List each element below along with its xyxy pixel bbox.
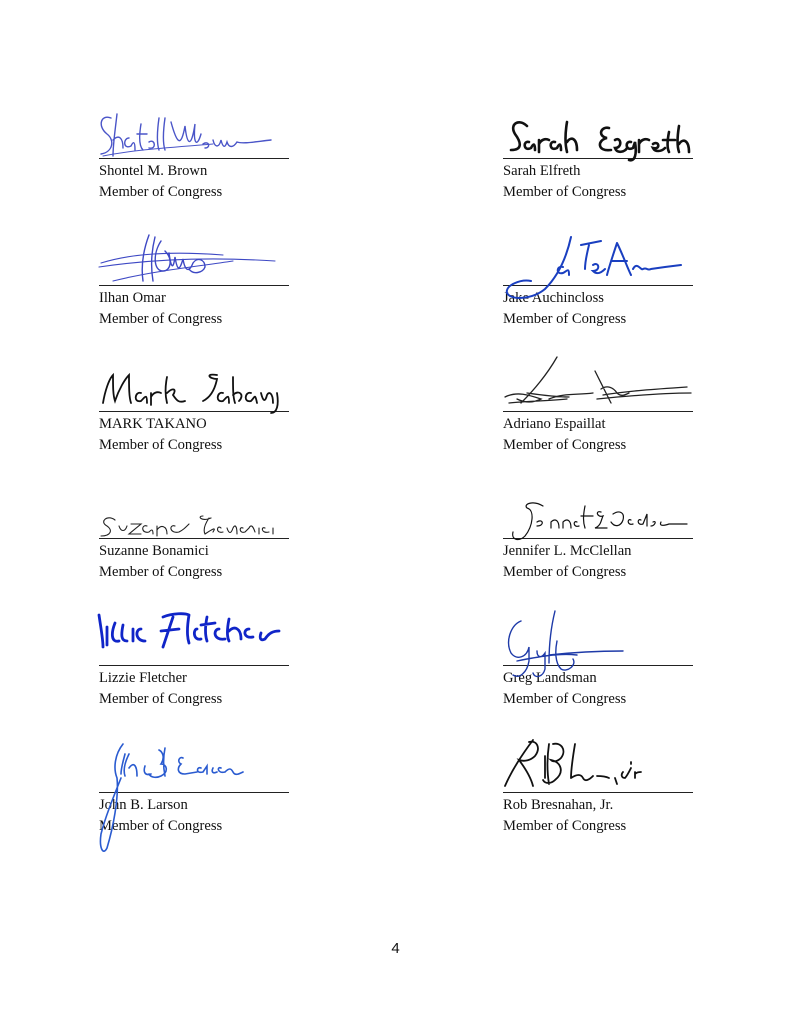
signature-block	[503, 357, 693, 456]
signatory-name: Lizzie Fletcher	[99, 670, 187, 686]
signatory-name: Jake Auchincloss	[503, 290, 604, 306]
signature-block	[503, 484, 693, 583]
handwritten-signature	[503, 738, 693, 792]
handwritten-signature	[99, 231, 289, 285]
signatory-title: Member of Congress	[99, 818, 223, 834]
signatory-title: Member of Congress	[503, 437, 627, 453]
handwritten-signature	[99, 357, 289, 411]
signatory-title: Member of Congress	[99, 311, 223, 327]
signatory-title: Member of Congress	[99, 437, 223, 453]
signatory-title: Member of Congress	[99, 184, 223, 200]
signatory-title: Member of Congress	[503, 818, 627, 834]
signatory-title: Member of Congress	[503, 691, 627, 707]
signatory-title: Member of Congress	[99, 564, 223, 580]
signature-block	[99, 484, 289, 583]
signatory-name: Greg Landsman	[503, 670, 597, 686]
signatory-name: MARK TAKANO	[99, 416, 207, 432]
signature-block	[99, 104, 289, 203]
signature-block	[503, 611, 693, 710]
signatory-name: Suzanne Bonamici	[99, 543, 209, 559]
signature-block	[99, 357, 289, 456]
signatory-name: Jennifer L. McClellan	[503, 543, 632, 559]
signature-block	[99, 738, 289, 837]
signatory-title: Member of Congress	[503, 311, 627, 327]
handwritten-signature	[99, 738, 289, 792]
handwritten-signature	[99, 104, 289, 158]
signatory-name: Adriano Espaillat	[503, 416, 606, 432]
signature-block	[503, 104, 693, 203]
handwritten-signature	[503, 231, 693, 285]
signature-block	[503, 231, 693, 330]
signatory-name: John B. Larson	[99, 797, 188, 813]
signatory-title: Member of Congress	[503, 564, 627, 580]
handwritten-signature	[99, 484, 289, 538]
signatory-title: Member of Congress	[99, 691, 223, 707]
signature-block	[503, 738, 693, 837]
page-number: 4	[391, 940, 400, 957]
handwritten-signature	[503, 104, 693, 158]
handwritten-signature	[503, 357, 693, 411]
signature-block	[99, 611, 289, 710]
signature-block	[99, 231, 289, 330]
handwritten-signature	[503, 611, 693, 665]
signatory-name: Ilhan Omar	[99, 290, 166, 306]
handwritten-signature	[503, 484, 693, 538]
signatory-name: Sarah Elfreth	[503, 163, 581, 179]
signatory-name: Shontel M. Brown	[99, 163, 208, 179]
signatory-title: Member of Congress	[503, 184, 627, 200]
handwritten-signature	[99, 611, 289, 665]
signatory-name: Rob Bresnahan, Jr.	[503, 797, 614, 813]
